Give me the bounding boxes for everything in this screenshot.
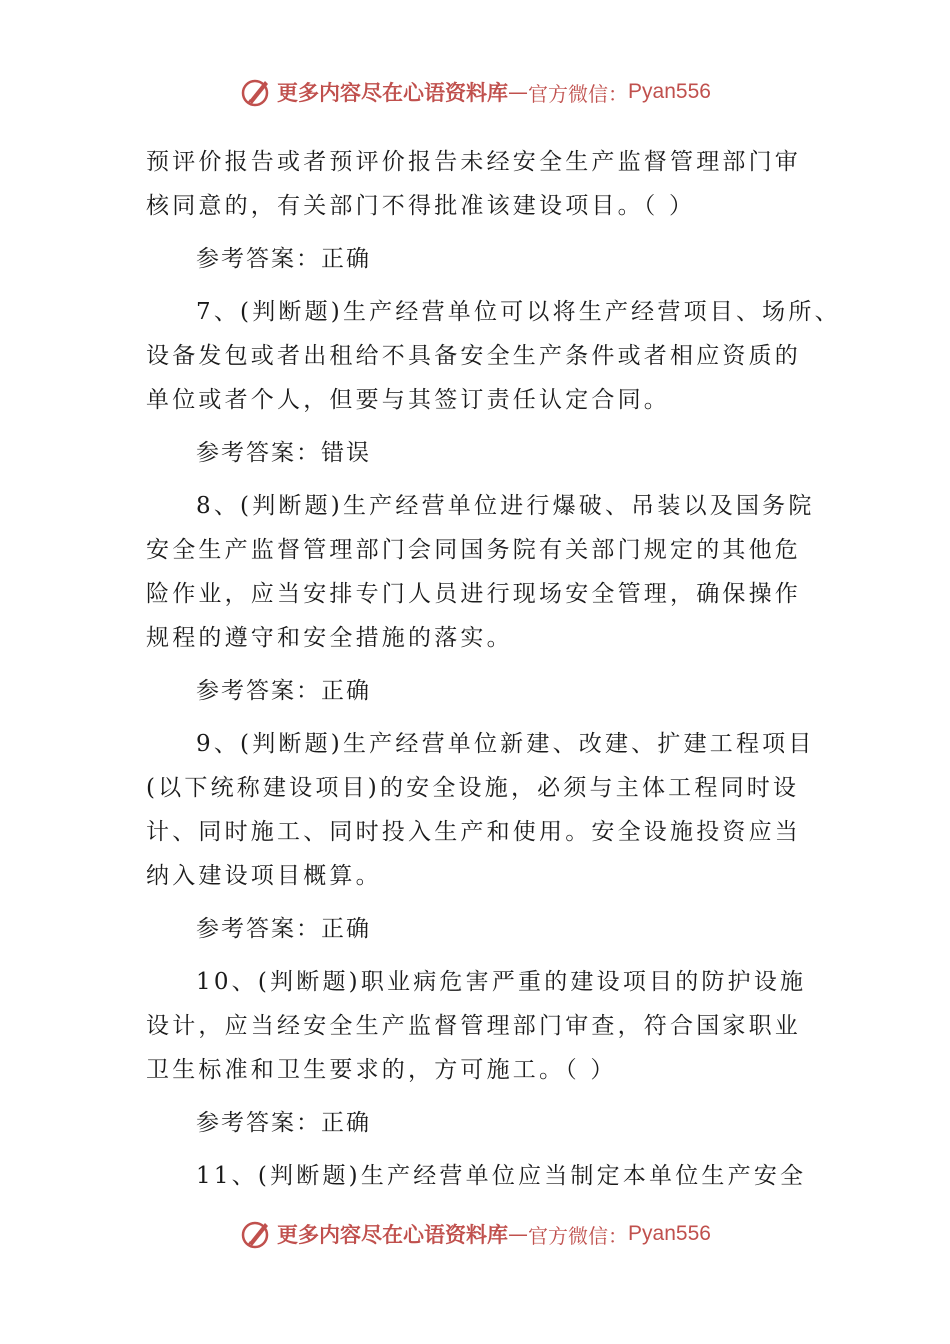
text-line: 7、(判断题)生产经营单位可以将生产经营项目、场所、	[196, 299, 841, 325]
text-line: 险作业，应当安排专门人员进行现场安全管理，确保操作	[146, 581, 801, 607]
answer-6: 参考答案：正确	[196, 246, 371, 272]
answer-8: 参考答案：正确	[196, 678, 371, 704]
header-brand-text: 更多内容尽在心语资料库	[277, 80, 509, 105]
text-line: 9、(判断题)生产经营单位新建、改建、扩建工程项目	[196, 731, 815, 757]
text-line: 卫生标准和卫生要求的，方可施工。（ ）	[146, 1057, 617, 1083]
footer-wechat-label: 官方微信：	[528, 1223, 629, 1248]
text-line: 核同意的，有关部门不得批准该建设项目。（ ）	[146, 193, 696, 219]
text-line: 设计，应当经安全生产监督管理部门审查，符合国家职业	[146, 1013, 801, 1039]
header-wechat-id: Pyan556	[628, 80, 711, 103]
text-line: (以下统称建设项目)的安全设施，必须与主体工程同时设	[146, 775, 800, 801]
text-line: 纳入建设项目概算。	[146, 863, 382, 889]
answer-7: 参考答案：错误	[196, 440, 371, 466]
text-line: 8、(判断题)生产经营单位进行爆破、吊装以及国务院	[196, 493, 815, 519]
pen-logo-icon	[239, 1217, 273, 1251]
question-7	[146, 290, 841, 422]
pen-logo-icon	[239, 75, 273, 109]
text-line: 单位或者个人，但要与其签订责任认定合同。	[146, 387, 670, 413]
text-line: 预评价报告或者预评价报告未经安全生产监督管理部门审	[146, 149, 801, 175]
question-6-tail	[146, 140, 818, 228]
text-line: 设备发包或者出租给不具备安全生产条件或者相应资质的	[146, 343, 801, 369]
text-line: 规程的遵守和安全措施的落实。	[146, 625, 513, 651]
footer-brand-text: 更多内容尽在心语资料库	[277, 1222, 509, 1247]
answer-9: 参考答案：正确	[196, 916, 371, 942]
footer-banner	[0, 1212, 950, 1256]
text-line: 10、(判断题)职业病危害严重的建设项目的防护设施	[196, 969, 807, 995]
footer-wechat-id: Pyan556	[628, 1222, 711, 1245]
answer-10: 参考答案：正确	[196, 1110, 371, 1136]
text-line: 安全生产监督管理部门会同国务院有关部门规定的其他危	[146, 537, 801, 563]
header-banner	[0, 70, 950, 114]
footer-separator: —	[508, 1222, 529, 1246]
question-11	[146, 1154, 818, 1198]
question-9	[146, 722, 818, 898]
text-line: 计、同时施工、同时投入生产和使用。安全设施投资应当	[146, 819, 801, 845]
question-8	[146, 484, 818, 660]
text-line: 11、(判断题)生产经营单位应当制定本单位生产安全	[196, 1163, 807, 1189]
header-wechat-label: 官方微信：	[528, 81, 629, 106]
question-10	[146, 960, 818, 1092]
header-separator: —	[508, 80, 529, 104]
document-body	[146, 140, 841, 1207]
